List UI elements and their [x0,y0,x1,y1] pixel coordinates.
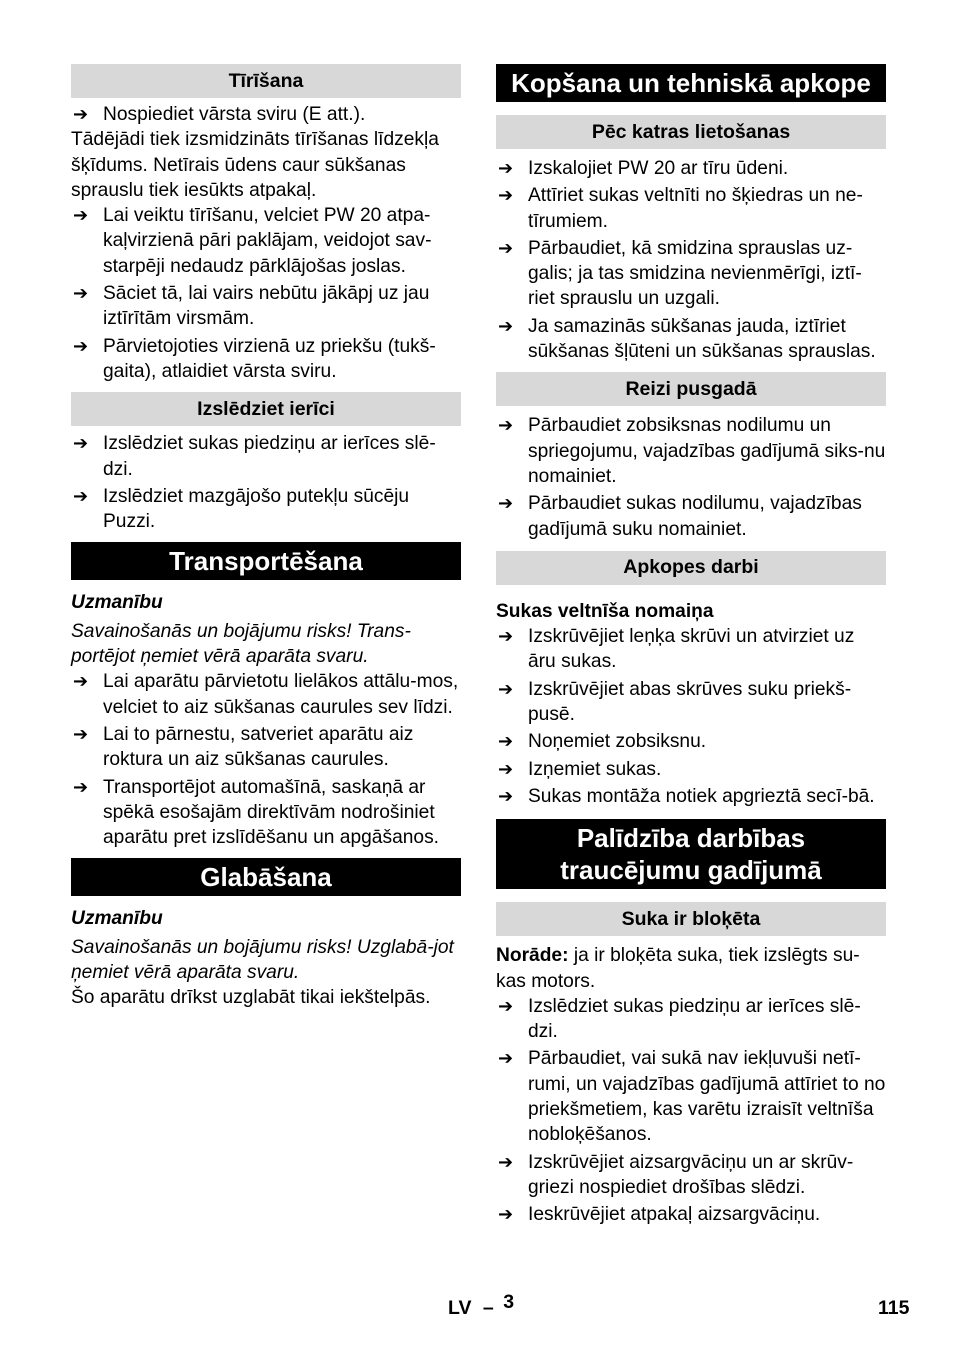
paragraph: Tādējādi tiek izsmidzināts tīrīšanas līdzekļa šķīdums. Netīrais ūdens caur sūkšanas sprauslu tiek iesūkts atpakaļ. [71,129,439,201]
chapter-heading-palidziba [496,819,886,889]
section-heading-apkopes: Apkopes darbi [496,551,886,585]
caution-label: Uzmanību [71,592,163,614]
list-item: ➔ Pārbaudiet zobsiksnas nodilumu un spriegojumu, vajadzības gadījumā siks-nu nomainiet. [496,413,886,489]
footer-lang-code: LV [448,1297,472,1319]
list-item: ➔ Sāciet tā, lai vairs nebūtu jākāpj uz jau iztīrītām virsmām. [71,281,461,332]
chapter-heading-line: Palīdzība darbības [576,823,806,854]
paragraph: Šo aparātu drīkst uzglabāt tikai iekštelpās. [71,987,431,1009]
section-heading-tirisana: Tīrīšana [71,64,461,98]
chapter-heading-glabasana: Glabāšana [71,858,461,896]
list-item: ➔ Izskrūvējiet leņķa skrūvi un atvirziet uz āru sukas. [496,624,886,675]
footer-section-page: 3 [503,1291,515,1313]
list-item: ➔ Pārvietojoties virzienā uz priekšu (tukš-gaita), atlaidiet vārsta sviru. [71,334,461,385]
list-item: ➔ Nospiediet vārsta sviru (E att.). [71,102,461,127]
chapter-heading-transportesana: Transportēšana [71,542,461,580]
section-heading-reizi: Reizi pusgadā [496,372,886,406]
footer-lang [448,1291,515,1320]
list-item: ➔ Pārbaudiet, kā smidzina sprauslas uz-galis; ja tas smidzina nevienmērīgi, iztī-riet sprauslu un uzgali. [496,236,886,312]
list-item: ➔ Izskrūvējiet abas skrūves suku priekš-pusē. [496,677,886,728]
list-item: ➔ Lai aparātu pārvietotu lielākos attālu-mos, velciet to aiz sūkšanas caurules sev līdzi. [71,669,461,720]
section-heading-suka: Suka ir bloķēta [496,902,886,936]
right-column [496,64,886,1228]
list-item: ➔ Izskrūvējiet aizsargvāciņu un ar skrūv-griezi nospiediet drošības slēdzi. [496,1150,886,1201]
list-item: ➔ Transportējot automašīnā, saskaņā ar spēkā esošajām direktīvām nodrošiniet aparātu pret izslīdēšanu un apgāšanos. [71,775,461,851]
list-item: ➔ Izskalojiet PW 20 ar tīru ūdeni. [496,156,886,181]
list-item: ➔ Sukas montāža notiek apgrieztā secī-bā. [496,784,886,809]
list-item: ➔ Attīriet sukas veltnīti no šķiedras un ne-tīrumiem. [496,183,886,234]
chapter-heading-kopsana: Kopšana un tehniskā apkope [496,64,886,102]
chapter-heading-line: traucējumu gadījumā [560,855,822,886]
list-item: ➔ Izņemiet sukas. [496,757,886,782]
footer-dash: – [482,1297,494,1319]
list-item: ➔ Izslēdziet sukas piedziņu ar ierīces slē-dzi. [496,994,886,1045]
list-item: ➔ Lai to pārnestu, satveriet aparātu aiz roktura un aiz sūkšanas caurules. [71,722,461,773]
note-text: ja ir bloķēta suka, tiek izslēgts su-kas motors. [496,945,860,992]
list-item: ➔ Lai veiktu tīrīšanu, velciet PW 20 atpa-kaļvirzienā pāri paklājam, veidojot sav-starpēji nedaudz pārklājošas joslas. [71,203,461,279]
left-column [71,64,461,1011]
section-heading-pec: Pēc katras lietošanas [496,115,886,149]
list-item: ➔ Ieskrūvējiet atpakaļ aizsargvāciņu. [496,1202,886,1227]
note-paragraph [496,943,886,994]
page-number: 115 [878,1297,910,1319]
caution-label: Uzmanību [71,908,163,930]
list-item: ➔ Pārbaudiet sukas nodilumu, vajadzības gadījumā suku nomainiet. [496,491,886,542]
caution-text: Savainošanās un bojājumu risks! Trans-portējot ņemiet vērā aparāta svaru. [71,620,411,668]
list-item: ➔ Izslēdziet sukas piedziņu ar ierīces slē-dzi. [71,431,461,482]
list-item: ➔ Ja samazinās sūkšanas jauda, iztīriet sūkšanas šļūteni un sūkšanas sprauslas. [496,314,886,365]
caution-text: Savainošanās un bojājumu risks! Uzglabā-jot ņemiet vērā aparāta svaru. [71,936,454,984]
list-item: ➔ Pārbaudiet, vai sukā nav iekļuvuši netī-rumi, un vajadzības gadījumā attīriet to no priekšmetiem, kas varētu izraisīt veltnīša nobloķēšanos. [496,1046,886,1147]
section-heading-izsledziet: Izslēdziet ierīci [71,392,461,426]
subheading: Sukas veltnīša nomaiņa [496,600,714,622]
list-item: ➔ Noņemiet zobsiksnu. [496,729,886,754]
note-label: Norāde: [496,945,569,967]
list-item: ➔ Izslēdziet mazgājošo putekļu sūcēju Puzzi. [71,484,461,535]
